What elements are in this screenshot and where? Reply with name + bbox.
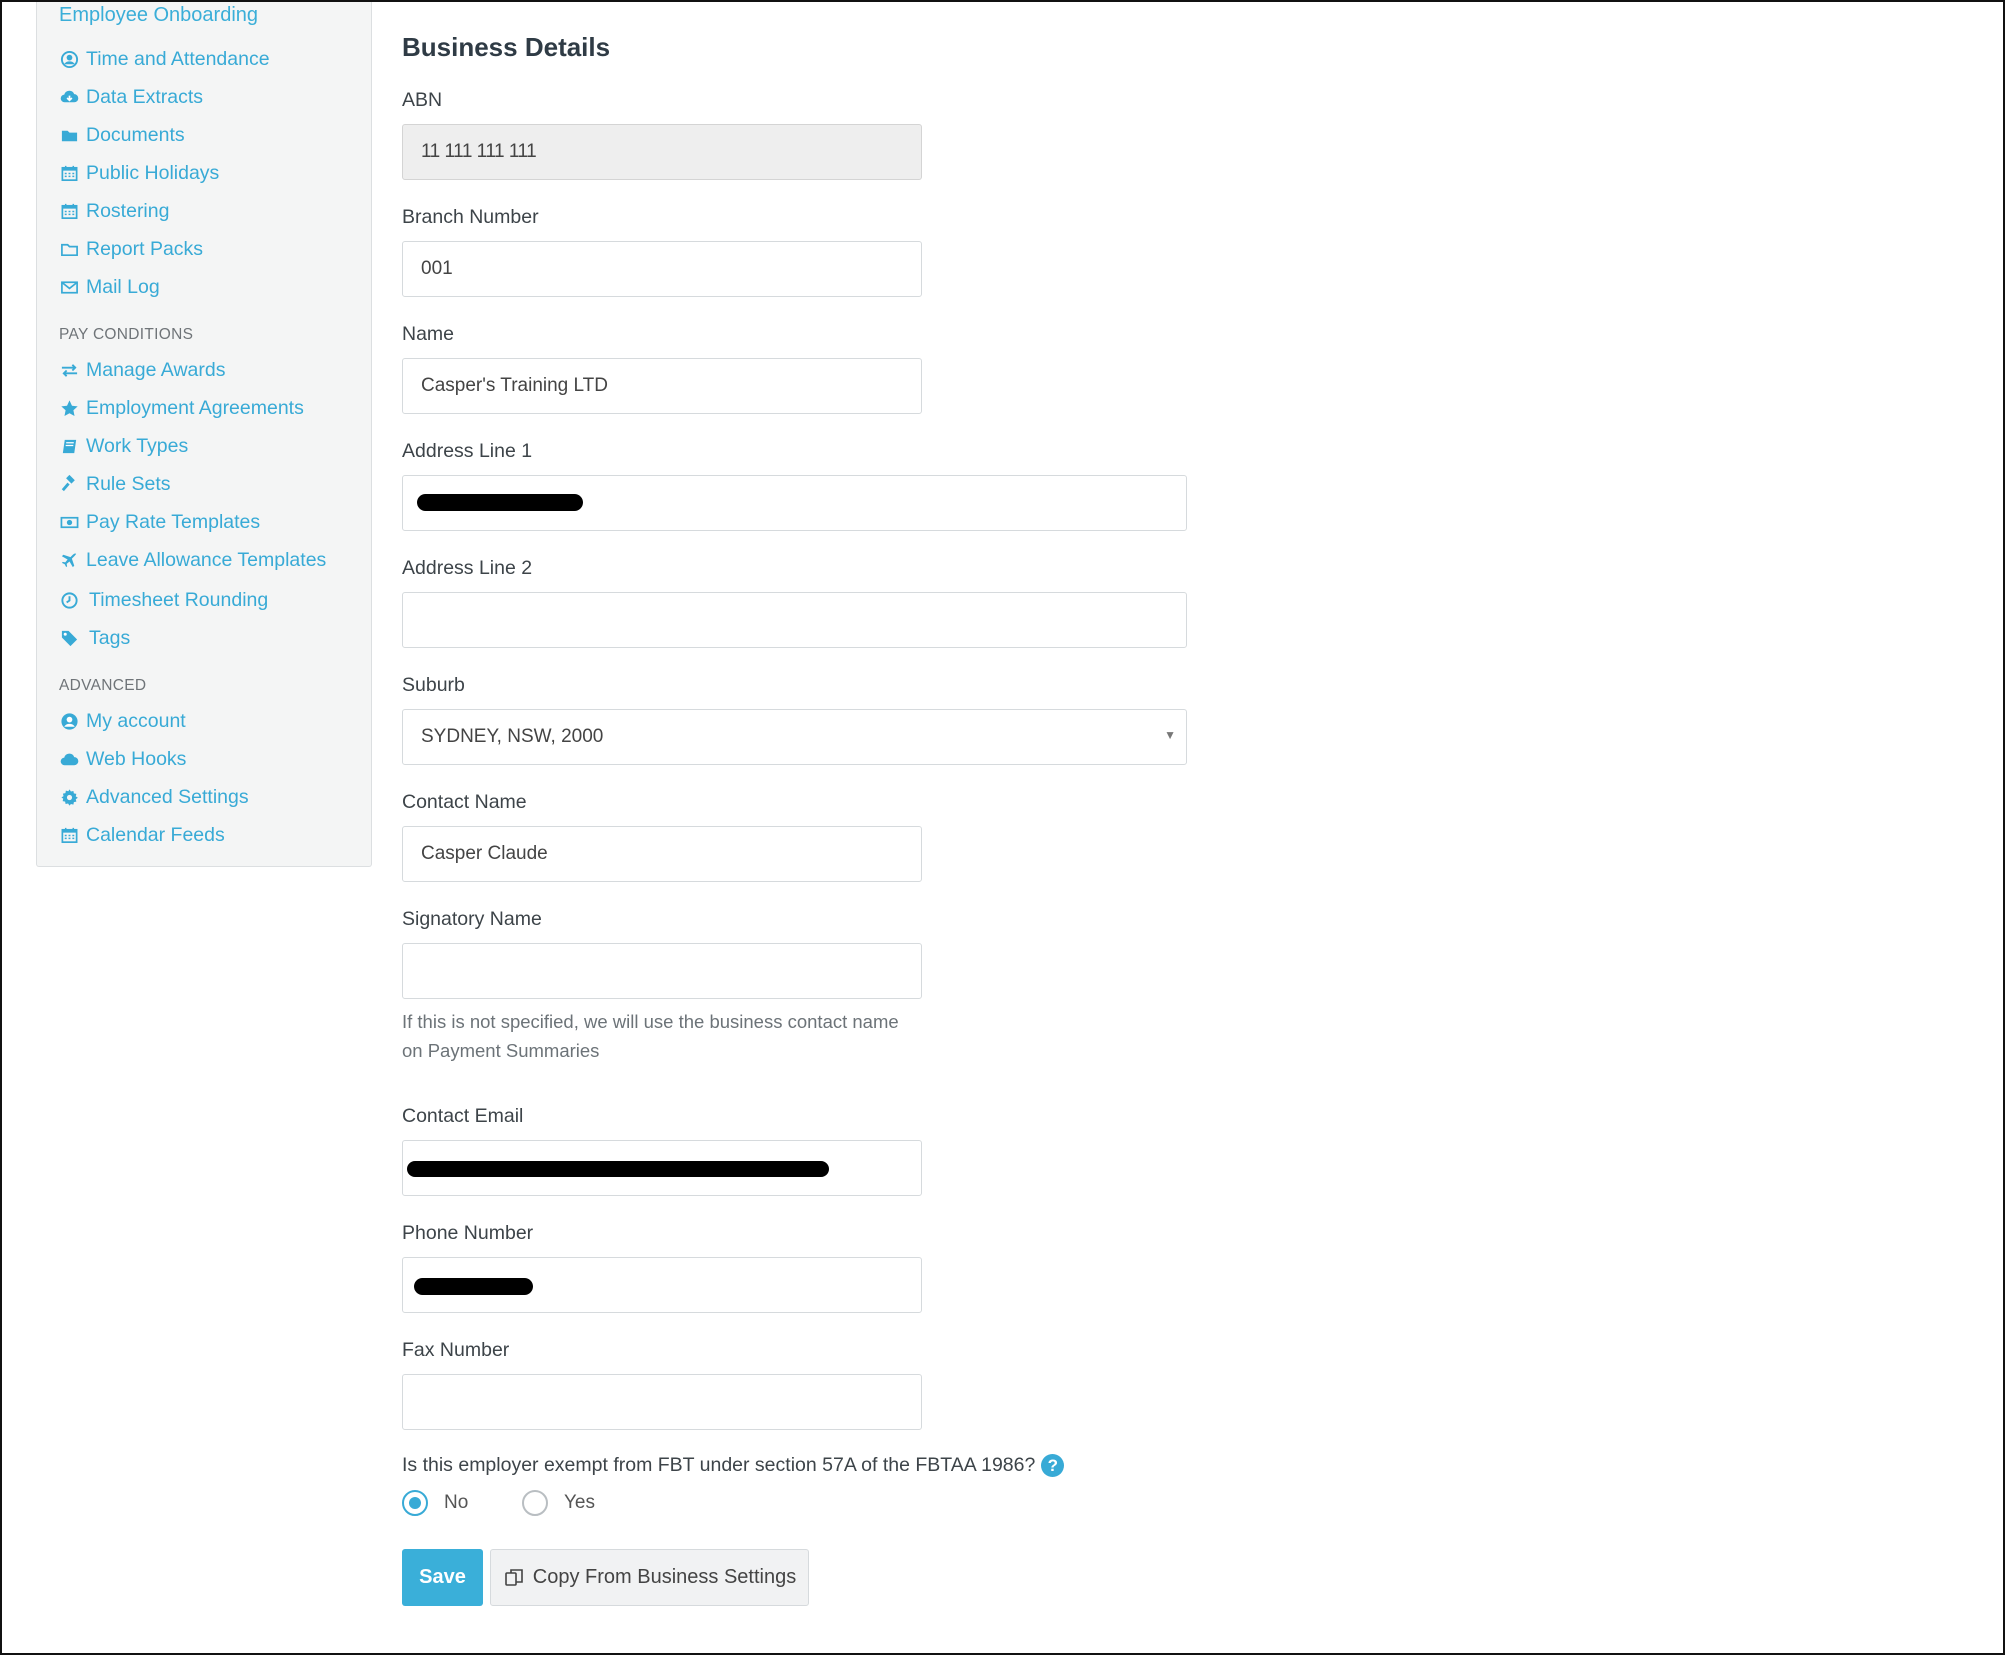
address-line-1-input[interactable] <box>402 475 1187 531</box>
address-line-2-input[interactable] <box>402 592 1187 648</box>
sidebar-item-cut[interactable]: Employee Onboarding <box>59 4 259 26</box>
help-icon[interactable]: ? <box>1041 1454 1064 1477</box>
sidebar-item-label: Documents <box>86 123 185 146</box>
chevron-down-icon: ▼ <box>1164 728 1176 742</box>
clock-icon <box>59 590 79 610</box>
pay-conditions-heading: PAY CONDITIONS <box>59 326 194 343</box>
exchange-icon <box>59 360 79 380</box>
save-button[interactable]: Save <box>402 1549 483 1606</box>
sidebar-item-leave-allowance-templates[interactable] <box>59 545 326 575</box>
redaction-mark <box>414 1278 533 1295</box>
sidebar-item-label: Public Holidays <box>86 161 220 184</box>
signatory-help-text: If this is not specified, we will use the business contact name on Payment Summaries <box>402 1011 899 1061</box>
sidebar-item-label: Calendar Feeds <box>86 823 225 846</box>
calendar-icon <box>59 163 79 183</box>
abn-field <box>402 124 922 180</box>
sidebar-item-time-and-attendance[interactable] <box>59 44 270 74</box>
advanced-heading: ADVANCED <box>59 677 147 694</box>
phone-number-label: Phone Number <box>402 1222 534 1244</box>
calendar-icon <box>59 201 79 221</box>
contact-email-label: Contact Email <box>402 1105 524 1127</box>
sidebar-item-label: Time and Attendance <box>86 47 270 70</box>
sidebar-item-employment-agreements[interactable] <box>59 393 304 423</box>
fbt-question-text: Is this employer exempt from FBT under section 57A of the FBTAA 1986? <box>402 1454 1036 1476</box>
cloud-icon <box>59 749 79 769</box>
name-label: Name <box>402 323 455 345</box>
name-value: Casper's Training LTD <box>421 375 609 396</box>
copy-button-label: Copy From Business Settings <box>532 1566 797 1588</box>
radio-checked-icon[interactable] <box>402 1490 428 1516</box>
star-icon <box>59 398 79 418</box>
fax-number-label: Fax Number <box>402 1339 510 1361</box>
sidebar-item-label: Report Packs <box>86 237 204 260</box>
sidebar-item-my-account[interactable] <box>59 706 186 736</box>
sidebar-item-advanced-settings[interactable] <box>59 782 249 812</box>
address-line-2-label: Address Line 2 <box>402 557 533 579</box>
folder-outline-icon <box>59 239 79 259</box>
copy-icon <box>503 1567 525 1589</box>
folder-icon <box>59 125 79 145</box>
fbt-exempt-question <box>402 1454 1064 1477</box>
user-circle-icon <box>59 49 79 69</box>
contact-email-input[interactable] <box>402 1140 922 1196</box>
sidebar-item-tags[interactable] <box>59 623 130 653</box>
sidebar-item-label: Work Types <box>86 434 189 457</box>
book-icon <box>59 436 79 456</box>
suburb-select[interactable] <box>402 709 1187 765</box>
abn-label: ABN <box>402 89 443 111</box>
address-line-1-label: Address Line 1 <box>402 440 533 462</box>
redaction-mark <box>407 1161 829 1177</box>
calendar-icon <box>59 825 79 845</box>
sidebar-item-mail-log[interactable] <box>59 272 160 302</box>
sidebar-item-pay-rate-templates[interactable] <box>59 507 260 537</box>
sidebar-item-work-types[interactable] <box>59 431 188 461</box>
sidebar-item-label: Tags <box>89 626 131 649</box>
fbt-radio-yes[interactable] <box>522 1490 595 1516</box>
gear-icon <box>59 787 79 807</box>
redaction-mark <box>417 494 583 511</box>
cloud-download-icon <box>59 87 79 107</box>
sidebar-item-data-extracts[interactable] <box>59 82 203 112</box>
sidebar-item-label: Pay Rate Templates <box>86 510 261 533</box>
signatory-name-label: Signatory Name <box>402 908 542 930</box>
sidebar-item-label: Mail Log <box>86 275 160 298</box>
sidebar-item-rule-sets[interactable] <box>59 469 171 499</box>
sidebar-item-label: Advanced Settings <box>86 785 249 808</box>
sidebar-item-label: Rule Sets <box>86 472 171 495</box>
sidebar-item-label: Rostering <box>86 199 170 222</box>
fbt-radio-no[interactable] <box>402 1490 468 1516</box>
plane-icon <box>59 550 79 570</box>
contact-name-input[interactable] <box>402 826 922 882</box>
user-circle-icon <box>59 711 79 731</box>
sidebar-item-web-hooks[interactable] <box>59 744 186 774</box>
abn-value: 11 111 111 111 <box>421 141 537 162</box>
sidebar-item-label: My account <box>86 709 186 732</box>
sidebar-item-label: Timesheet Rounding <box>89 588 269 611</box>
sidebar-item-rostering[interactable] <box>59 196 169 226</box>
page-title: Business Details <box>402 32 611 62</box>
envelope-icon <box>59 277 79 297</box>
contact-name-value: Casper Claude <box>421 843 548 864</box>
sidebar-item-manage-awards[interactable] <box>59 355 225 385</box>
sidebar-item-documents[interactable] <box>59 120 185 150</box>
branch-number-input[interactable] <box>402 241 922 297</box>
fax-number-input[interactable] <box>402 1374 922 1430</box>
suburb-value: SYDNEY, NSW, 2000 <box>421 726 604 747</box>
money-icon <box>59 512 79 532</box>
branch-number-label: Branch Number <box>402 206 539 228</box>
sidebar-item-label: Data Extracts <box>86 85 204 108</box>
sidebar-item-public-holidays[interactable] <box>59 158 219 188</box>
sidebar-item-label: Employment Agreements <box>86 396 304 419</box>
tag-icon <box>59 628 79 648</box>
sidebar-item-label: Web Hooks <box>86 747 187 770</box>
suburb-label: Suburb <box>402 674 465 696</box>
name-input[interactable] <box>402 358 922 414</box>
radio-unchecked-icon[interactable] <box>522 1490 548 1516</box>
sidebar-item-label: Leave Allowance Templates <box>86 548 327 571</box>
branch-number-value: 001 <box>421 258 453 279</box>
copy-from-business-settings-button[interactable] <box>490 1549 809 1606</box>
contact-name-label: Contact Name <box>402 791 527 813</box>
sidebar-item-label: Manage Awards <box>86 358 226 381</box>
radio-yes-label: Yes <box>564 1492 595 1513</box>
signatory-name-input[interactable] <box>402 943 922 999</box>
phone-number-input[interactable] <box>402 1257 922 1313</box>
sidebar-item-report-packs[interactable] <box>59 234 203 264</box>
gavel-icon <box>59 474 79 494</box>
radio-no-label: No <box>444 1492 469 1513</box>
sidebar-item-timesheet-rounding[interactable] <box>59 585 268 615</box>
sidebar-item-calendar-feeds[interactable] <box>59 820 225 850</box>
